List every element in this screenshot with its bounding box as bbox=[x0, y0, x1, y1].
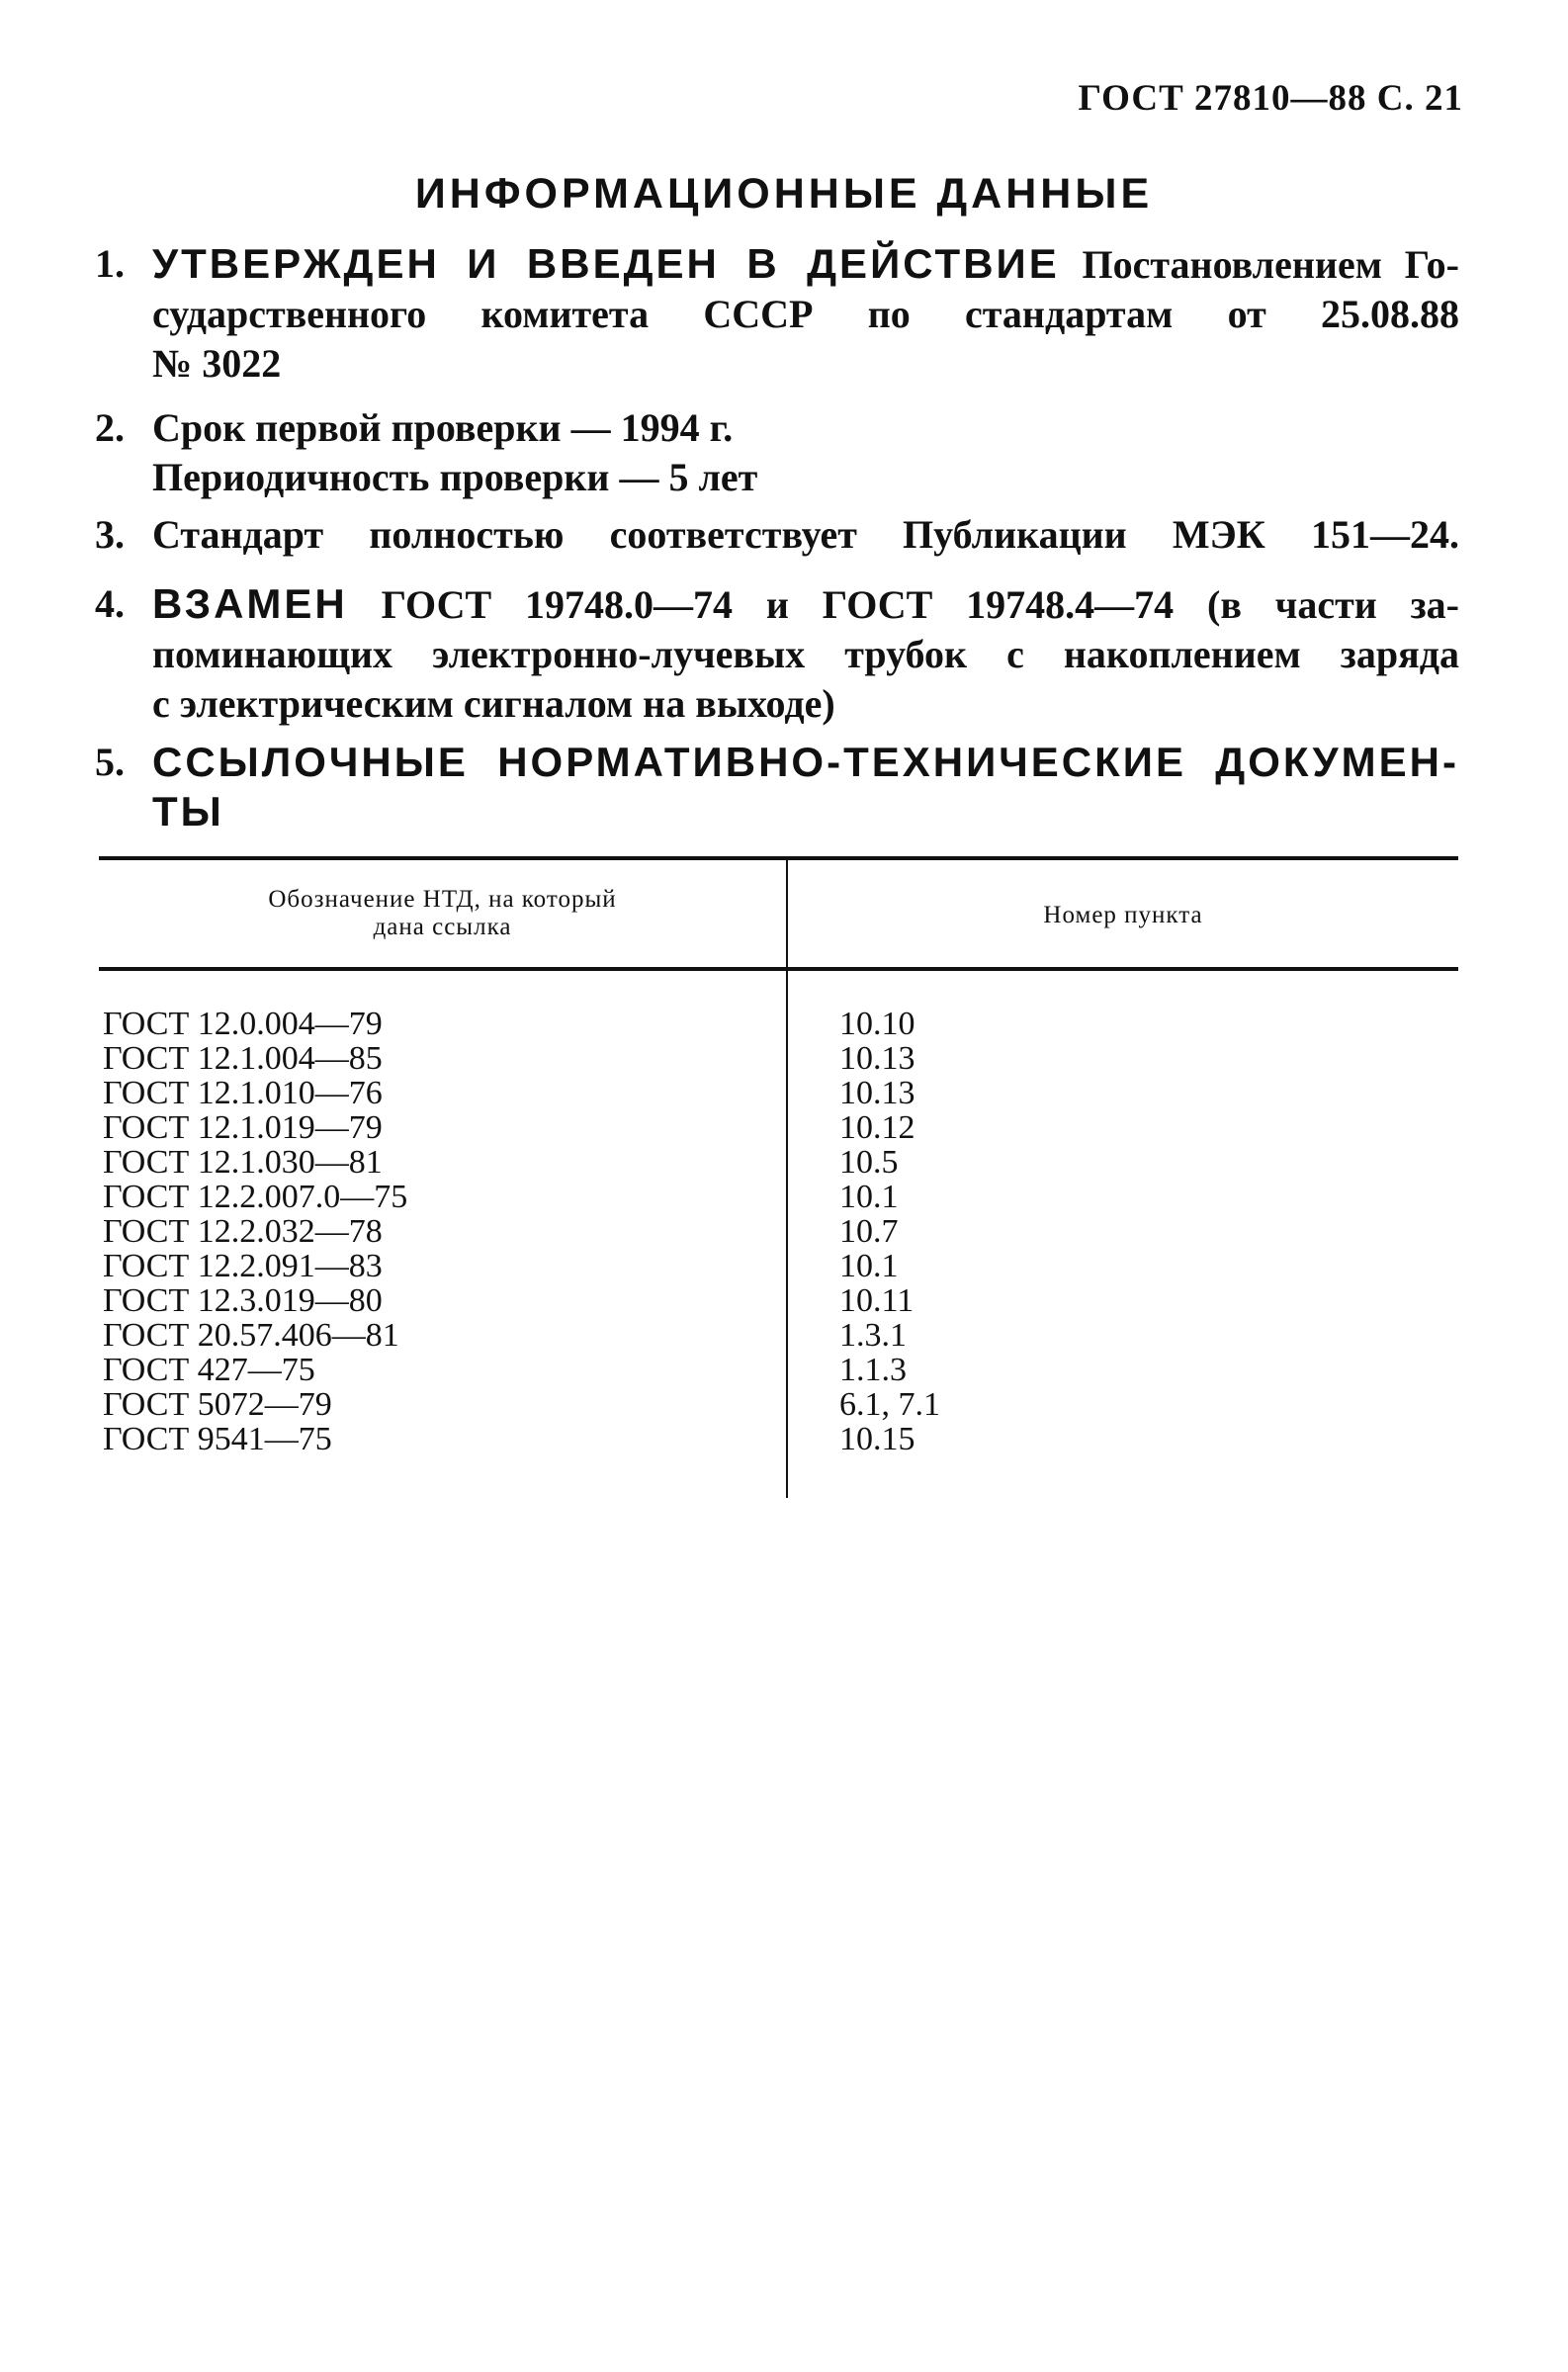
table-row bbox=[103, 1007, 1458, 1041]
clause-cell: 10.1 bbox=[839, 1179, 899, 1215]
item-caps: УТВЕРЖДЕН И ВВЕДЕН В ДЕЙСТВИЕ bbox=[152, 240, 1060, 287]
item-number: 4. bbox=[95, 581, 125, 626]
table-row bbox=[103, 1283, 1458, 1318]
table-row bbox=[103, 1422, 1458, 1456]
item-line bbox=[152, 239, 1459, 290]
table-row bbox=[103, 1076, 1458, 1110]
doc-cell: ГОСТ 12.0.004—79 bbox=[103, 1006, 383, 1042]
table-header-document bbox=[99, 886, 786, 941]
clause-cell: 10.11 bbox=[839, 1282, 915, 1319]
table-row bbox=[103, 1145, 1458, 1180]
table-row bbox=[103, 1387, 1458, 1422]
doc-cell: ГОСТ 12.1.010—76 bbox=[103, 1075, 383, 1111]
doc-cell: ГОСТ 12.2.032—78 bbox=[103, 1213, 383, 1250]
item-line: Стандарт полностью соответствует Публикации МЭК 151—24. bbox=[152, 512, 1459, 557]
item-line bbox=[152, 579, 1459, 630]
clause-cell: 6.1, 7.1 bbox=[839, 1386, 940, 1423]
item-caps: ВЗАМЕН bbox=[152, 580, 348, 627]
doc-cell: ГОСТ 9541—75 bbox=[103, 1421, 332, 1457]
info-item-3 bbox=[95, 510, 1459, 560]
doc-cell: ГОСТ 12.3.019—80 bbox=[103, 1282, 383, 1319]
info-item-1 bbox=[95, 239, 1459, 389]
info-item-2 bbox=[95, 403, 1459, 502]
doc-cell: ГОСТ 20.57.406—81 bbox=[103, 1317, 399, 1354]
item-number: 2. bbox=[95, 405, 125, 450]
table-body bbox=[103, 1007, 1458, 1456]
item-line: поминающих электронно-лучевых трубок с накоплением заряда bbox=[152, 632, 1459, 676]
clause-cell: 10.13 bbox=[839, 1040, 915, 1077]
clause-cell: 10.15 bbox=[839, 1421, 915, 1457]
clause-cell: 1.3.1 bbox=[839, 1317, 907, 1354]
doc-cell: ГОСТ 12.2.007.0—75 bbox=[103, 1179, 408, 1215]
page-header: ГОСТ 27810—88 С. 21 bbox=[1078, 78, 1463, 119]
table-header-rule bbox=[99, 967, 1458, 971]
item-line: сударственного комитета СССР по стандартам от 25.08.88 bbox=[152, 292, 1459, 336]
table-row bbox=[103, 1353, 1458, 1387]
doc-cell: ГОСТ 12.2.091—83 bbox=[103, 1248, 383, 1284]
header-line: Обозначение НТД, на который bbox=[268, 886, 617, 913]
clause-cell: 10.10 bbox=[839, 1006, 915, 1042]
item-number: 5. bbox=[95, 740, 125, 784]
clause-cell: 10.5 bbox=[839, 1144, 899, 1181]
item-line: ТЫ bbox=[152, 788, 224, 835]
table-row bbox=[103, 1214, 1458, 1249]
item-line: ССЫЛОЧНЫЕ НОРМАТИВНО-ТЕХНИЧЕСКИЕ ДОКУМЕН- bbox=[152, 739, 1459, 785]
doc-cell: ГОСТ 12.1.019—79 bbox=[103, 1109, 383, 1146]
doc-cell: ГОСТ 427—75 bbox=[103, 1352, 315, 1388]
table-top-rule bbox=[99, 856, 1458, 860]
table-row bbox=[103, 1110, 1458, 1145]
table-header-clause: Номер пункта bbox=[1043, 902, 1203, 928]
item-line: Периодичность проверки — 5 лет bbox=[152, 455, 758, 499]
clause-cell: 10.12 bbox=[839, 1109, 915, 1146]
table-row bbox=[103, 1180, 1458, 1214]
info-item-4 bbox=[95, 579, 1459, 729]
item-line: Срок первой проверки — 1994 г. bbox=[152, 405, 734, 450]
table-row bbox=[103, 1249, 1458, 1283]
info-item-5 bbox=[95, 738, 1459, 836]
table-row bbox=[103, 1318, 1458, 1353]
item-number: 1. bbox=[95, 241, 125, 286]
clause-cell: 10.7 bbox=[839, 1213, 899, 1250]
item-text: Постановлением Го- bbox=[1059, 242, 1459, 287]
doc-cell: ГОСТ 5072—79 bbox=[103, 1386, 332, 1423]
table-row bbox=[103, 1041, 1458, 1076]
doc-cell: ГОСТ 12.1.030—81 bbox=[103, 1144, 383, 1181]
doc-cell: ГОСТ 12.1.004—85 bbox=[103, 1040, 383, 1077]
item-line: с электрическим сигналом на выходе) bbox=[152, 681, 835, 726]
page-title: ИНФОРМАЦИОННЫЕ ДАННЫЕ bbox=[414, 170, 1154, 218]
clause-cell: 1.1.3 bbox=[839, 1352, 907, 1388]
clause-cell: 10.13 bbox=[839, 1075, 915, 1111]
item-text: ГОСТ 19748.0—74 и ГОСТ 19748.4—74 (в части за- bbox=[347, 582, 1459, 627]
item-line: № 3022 bbox=[152, 341, 282, 386]
clause-cell: 10.1 bbox=[839, 1248, 899, 1284]
item-number: 3. bbox=[95, 512, 125, 557]
header-line: дана ссылка bbox=[373, 914, 512, 940]
